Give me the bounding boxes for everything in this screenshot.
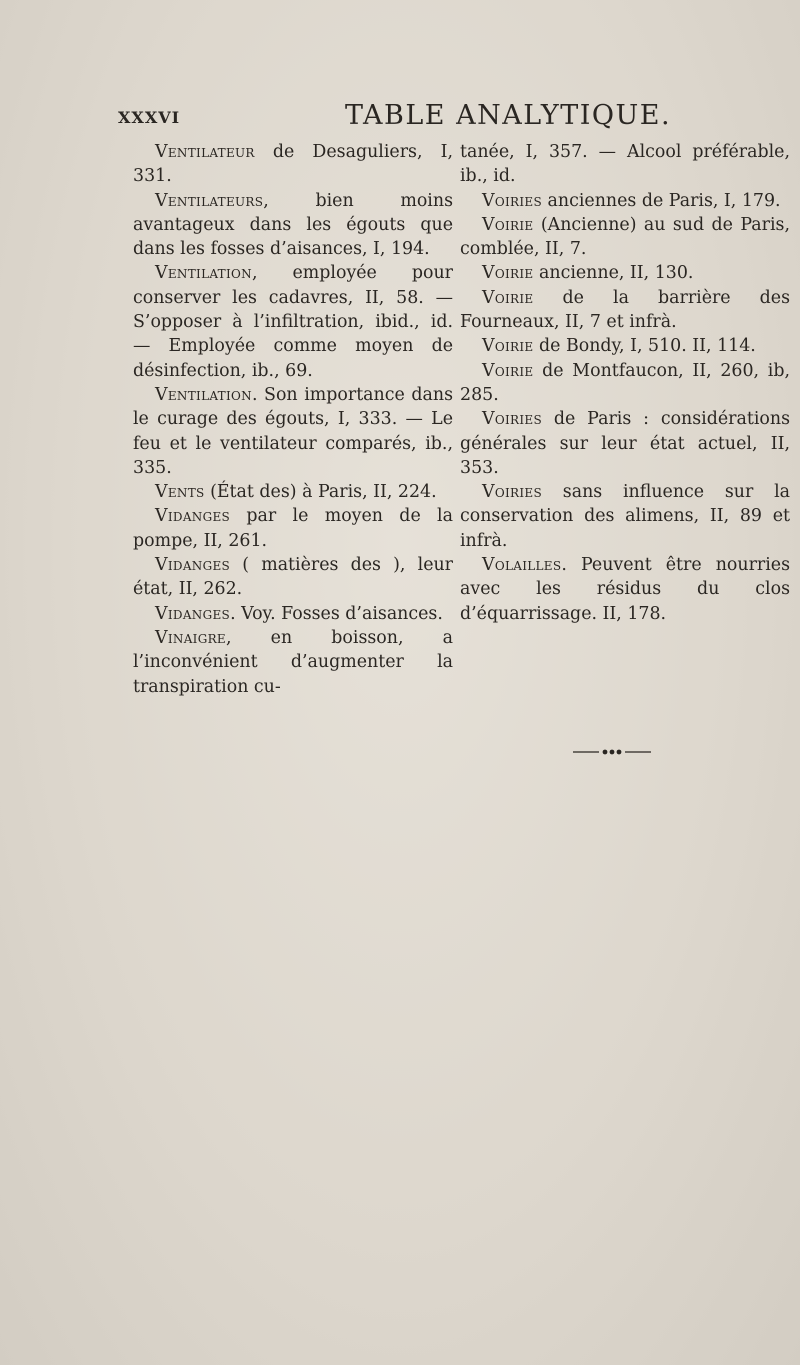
running-title: TABLE ANALYTIQUE. bbox=[345, 100, 672, 131]
entry-text: ancienne, II, 130. bbox=[533, 263, 694, 284]
entry-head: Voirie bbox=[482, 263, 534, 284]
entry-text: . Peuvent être nourries avec les résidus du clos d’équarrissage. II, 178. bbox=[460, 555, 790, 624]
index-entry bbox=[133, 140, 453, 189]
entry-head: Voiries bbox=[482, 482, 542, 503]
index-entry bbox=[460, 407, 790, 480]
index-entry bbox=[460, 189, 790, 213]
index-entry bbox=[460, 359, 790, 408]
index-entry bbox=[133, 504, 453, 553]
index-entry bbox=[133, 553, 453, 602]
right-column bbox=[460, 140, 790, 626]
index-entry bbox=[133, 626, 453, 699]
entry-head: Ventilateur bbox=[155, 142, 255, 162]
index-entry bbox=[460, 334, 790, 358]
entry-continuation: tanée, I, 357. — Alcool préférable, ib., id. bbox=[460, 142, 790, 187]
index-entry bbox=[133, 383, 453, 480]
entry-head: Voirie bbox=[482, 214, 534, 235]
entry-text: ( matières des ), leur état, II, 262. bbox=[133, 555, 453, 600]
entry-head: Voirie bbox=[482, 287, 534, 308]
entry-head: Voirie bbox=[482, 336, 534, 357]
entry-text: , en boisson, a l’inconvénient d’augmenter la transpiration cu- bbox=[133, 627, 453, 697]
entry-head: Vents bbox=[155, 482, 205, 503]
entry-text: anciennes de Paris, I, 179. bbox=[542, 190, 781, 211]
index-entry bbox=[460, 286, 790, 335]
entry-text: de Desaguliers, I, 331. bbox=[133, 142, 453, 187]
entry-head: Voiries bbox=[482, 190, 542, 211]
entry-text: , bien moins avantageux dans les égouts que dans les fosses d’aisances, I, 194. bbox=[133, 190, 453, 260]
index-entry bbox=[460, 480, 790, 553]
entry-head: Ventilation bbox=[155, 263, 252, 284]
entry-head: Ventilateurs bbox=[155, 190, 264, 211]
entry-head: Voirie bbox=[482, 360, 534, 381]
entry-text: par le moyen de la pompe, II, 261. bbox=[133, 506, 453, 551]
index-entry bbox=[133, 261, 453, 382]
index-entry bbox=[133, 189, 453, 262]
entry-text: de la barrière des Fourneaux, II, 7 et infrà. bbox=[460, 287, 790, 333]
end-ornament-icon bbox=[573, 748, 651, 756]
entry-text: . Voy. Fosses d’aisances. bbox=[230, 603, 443, 624]
index-entry bbox=[460, 213, 790, 262]
entry-text: . Son importance dans le curage des égouts, I, 333. — Le feu et le ventilateur comparés, ib., 335. bbox=[133, 384, 453, 478]
index-entry bbox=[460, 553, 790, 626]
index-entry bbox=[133, 480, 453, 504]
page-header bbox=[110, 100, 710, 134]
entry-head: Voiries bbox=[482, 409, 542, 430]
entry-head: Ventilation bbox=[155, 384, 252, 405]
entry-text: (Ancienne) au sud de Paris, comblée, II, 7. bbox=[460, 214, 790, 260]
entry-text: de Bondy, I, 510. II, 114. bbox=[533, 336, 756, 357]
left-column bbox=[133, 140, 453, 699]
entry-text: sans influence sur la conservation des alimens, II, 89 et infrà. bbox=[460, 482, 790, 551]
index-entry bbox=[460, 261, 790, 285]
entry-text: de Montfaucon, II, 260, ib, 285. bbox=[460, 360, 790, 405]
entry-head: Volailles bbox=[482, 555, 562, 576]
index-entry bbox=[133, 602, 453, 626]
entry-head: Vinaigre bbox=[155, 627, 226, 648]
entry-text: , employée pour conserver les cadavres, II, 58. — S’opposer à l’infiltration, ibid., id. — Employée comme moyen de désinfection, ib., 69. bbox=[133, 263, 453, 381]
entry-head: Vidanges bbox=[155, 506, 231, 527]
entry-head: Vidanges bbox=[155, 603, 231, 624]
entry-text: de Paris : considérations générales sur leur état actuel, II, 353. bbox=[460, 409, 790, 478]
entry-head: Vidanges bbox=[155, 555, 231, 576]
page-number: XXXVI bbox=[118, 108, 181, 127]
entry-text: (État des) à Paris, II, 224. bbox=[204, 482, 437, 503]
